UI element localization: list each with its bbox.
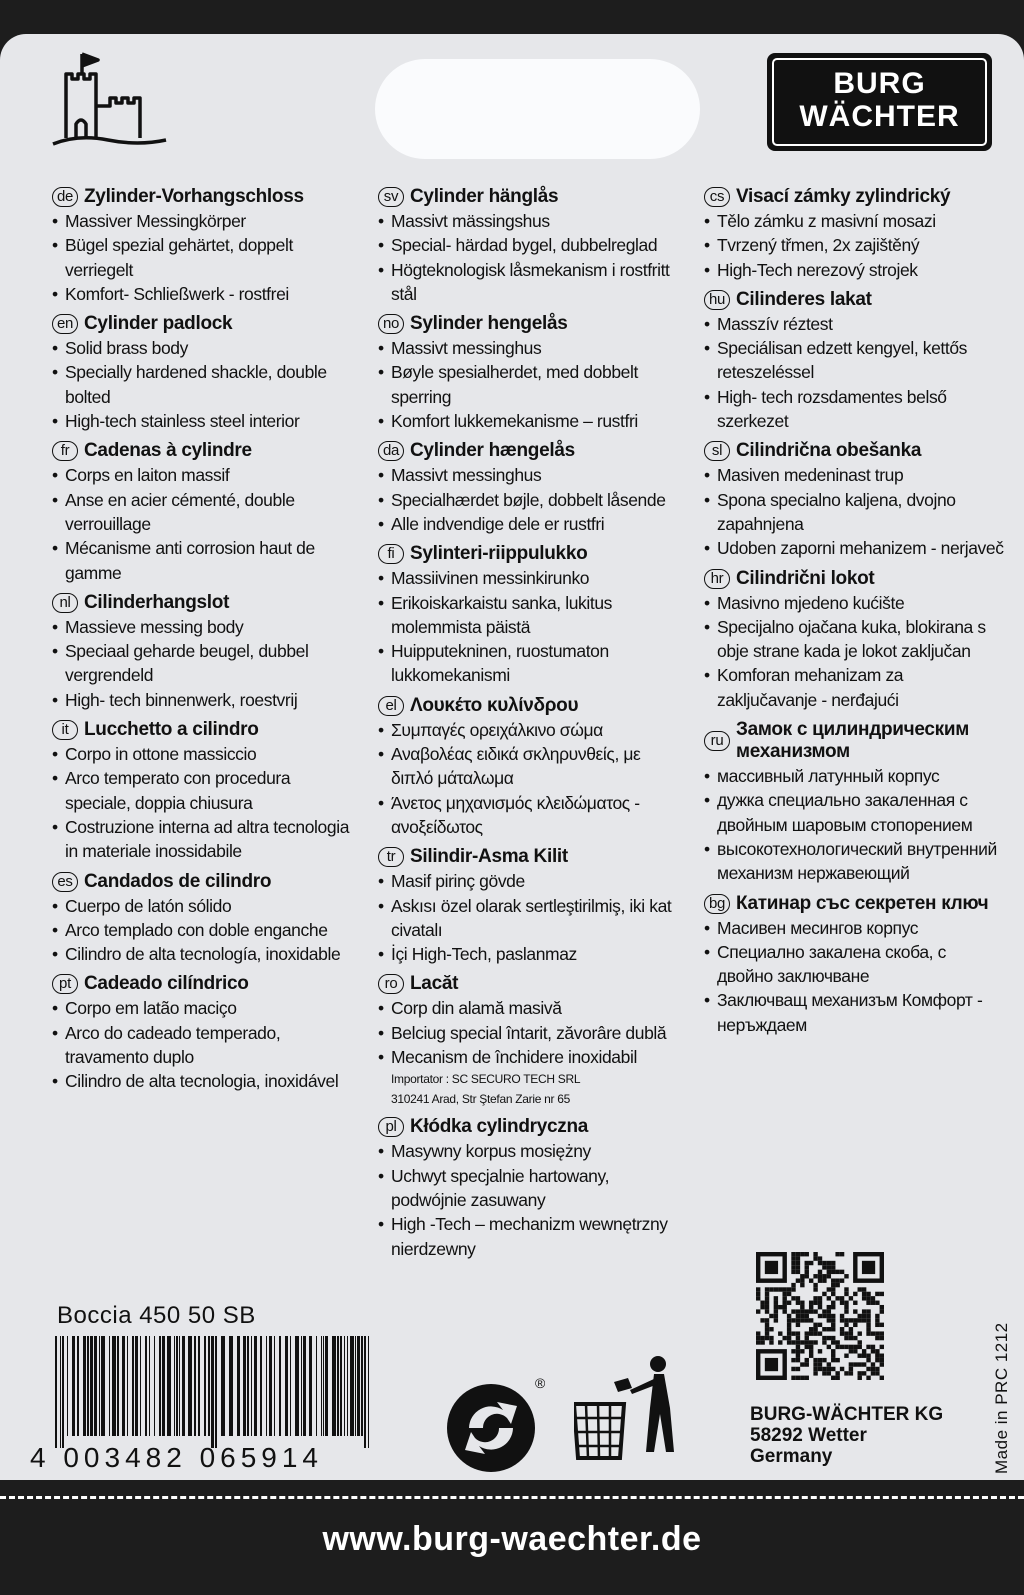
section-fr [52,440,352,584]
feature-item: • Masywny korpus mosiężny [378,1139,678,1163]
dashed-line [0,1496,1024,1499]
section-title: Замок с цилиндрическим механизмом [736,719,970,763]
language-code-badge: en [52,314,78,334]
section-title: Lacăt [410,973,459,995]
feature-item: • Заключващ механизъм Комфорт - неръждаем [704,988,1004,1037]
language-code-badge: tr [378,847,404,867]
feature-item: • Tvrzený třmen, 2x zajištěný [704,233,1004,257]
section-title: Lucchetto a cilindro [84,719,259,741]
section-title: Cilinderes lakat [736,288,872,310]
feature-item: • Corpo em latão maciço [52,996,352,1020]
section-el [378,695,678,839]
section-heading [378,186,678,208]
section-sl [704,440,1004,560]
feature-item: • Massivt messinghus [378,336,678,360]
feature-item: • Corp din alamă masivă [378,996,678,1020]
section-title: Kłódka cylindryczna [410,1116,589,1138]
feature-item: • Masivno mjedeno kućište [704,591,1004,615]
language-code-badge: nl [52,593,78,613]
brand-logo [767,53,992,151]
company-name: BURG-WÄCHTER KG [750,1404,944,1425]
origin-text: Made in PRC 1212 [992,1322,1011,1474]
language-code-badge: sv [378,187,404,207]
language-column-1 [52,186,352,1101]
company-city: 58292 Wetter [750,1425,867,1446]
feature-item: • Tělo zámku z masivní mosazi [704,209,1004,233]
section-pl [378,1116,678,1260]
section-bg [704,893,1004,1037]
section-heading [704,893,1004,915]
section-es [52,871,352,967]
section-title: Cilinderhangslot [84,591,230,613]
feature-item: • Cuerpo de latón sólido [52,894,352,918]
feature-item: • Cilindro de alta tecnologia, inoxidável [52,1069,352,1093]
feature-item: • High-tech stainless steel interior [52,409,352,433]
feature-item: • Erikoiskarkaistu sanka, lukitus molemmista päistä [378,591,678,640]
feature-item: • Masszív réztest [704,312,1004,336]
language-code-badge: ru [704,731,730,751]
section-title: Cilindrični lokot [736,567,875,589]
section-heading [52,973,352,995]
feature-item: • массивный латунный корпус [704,764,1004,788]
section-it [52,719,352,863]
feature-item: • Askısı özel olarak sertleştirilmiş, iki kat civatalı [378,894,678,943]
language-code-badge: es [52,872,78,892]
feature-item: • Komforan mehanizam za zaključavanje - nerđajući [704,663,1004,712]
feature-item: • Komfort lukkemekanisme – rustfri [378,409,678,433]
section-heading [52,871,352,893]
language-code-badge: fi [378,544,404,564]
castle-icon [48,48,170,152]
importer-line: 310241 Arad, Str Ştefan Zarie nr 65 [391,1092,570,1107]
language-column-2 [378,186,678,1268]
brand-line1: BURG [833,67,926,100]
language-code-badge: da [378,441,404,461]
language-code-badge: ro [378,974,404,994]
feature-item: • High-Tech nerezový strojek [704,258,1004,282]
section-heading [52,440,352,462]
section-title: Cylinder hänglås [410,186,559,207]
feature-item: • Belciug special întarit, zăvorâre dublă [378,1021,678,1045]
section-title: Cadeado cilíndrico [84,973,249,995]
section-heading [378,1116,678,1138]
feature-item: • Specialhærdet bøjle, dobbelt låsende [378,488,678,512]
section-heading [704,568,1004,590]
brand-line2: WÄCHTER [799,100,960,133]
section-title: Sylinder hengelås [410,313,568,335]
section-pt [52,973,352,1093]
feature-item: • Masif pirinç gövde [378,869,678,893]
feature-item: • Speciálisan edzett kengyel, kettős reteszeléssel [704,336,1004,385]
feature-item: • Arco do cadeado temperado, travamento duplo [52,1021,352,1070]
section-hu [704,289,1004,433]
section-title: Visací zámky zylindrický [736,186,951,207]
feature-item: • Συμπαγές ορειχάλκινο σώμα [378,718,678,742]
section-tr [378,846,678,966]
section-heading [704,289,1004,311]
feature-item: • Högteknologisk låsmekanism i rostfritt stål [378,258,678,307]
feature-item: • Cilindro de alta tecnología, inoxidable [52,942,352,966]
feature-item: • Specijalno ojačana kuka, blokirana s obje strane kada je lokot zaključan [704,615,1004,664]
green-dot-icon [445,1374,545,1474]
section-heading [378,846,678,868]
section-en [52,313,352,433]
feature-item: • Αναβολέας ειδικά σκληρυνθείς, με διπλό μάταλωμα [378,742,678,791]
feature-item: • Arco temperato con procedura speciale, doppia chiusura [52,766,352,815]
language-code-badge: pl [378,1117,404,1137]
language-code-badge: de [52,187,78,207]
feature-item: • Масивен месингов корпус [704,916,1004,940]
feature-item: • High- tech binnenwerk, roestvrij [52,688,352,712]
section-cs [704,186,1004,282]
importer-line: Importator : SC SECURO TECH SRL [391,1072,581,1087]
language-code-badge: bg [704,894,730,914]
feature-item: • Corps en laiton massif [52,463,352,487]
bin-icon [574,1352,686,1462]
feature-item: • высокотехнологический внутренний механизм нержавеющий [704,837,1004,886]
language-code-badge: cs [704,187,730,207]
language-code-badge: el [378,696,404,716]
feature-item: • Speciaal geharde beugel, dubbel vergrendeld [52,639,352,688]
section-sv [378,186,678,306]
language-code-badge: it [52,720,78,740]
feature-item: • Udoben zaporni mehanizem - nerjaveč [704,536,1004,560]
language-code-badge: hu [704,290,730,310]
company-country: Germany [750,1446,833,1467]
feature-item: • Arco templado con doble enganche [52,918,352,942]
feature-item: • Massivt mässingshus [378,209,678,233]
barcode [55,1336,377,1448]
qr-code [756,1252,884,1380]
feature-item: • Anse en acier cémenté, double verrouillage [52,488,352,537]
section-heading [52,719,352,741]
section-title: Silindir-Asma Kilit [410,846,568,868]
hang-hole [375,59,700,159]
feature-item: • Uchwyt specjalnie hartowany, podwójnie zasuwany [378,1164,678,1213]
section-heading [704,440,1004,462]
section-ru [704,719,1004,885]
section-title: Катинар със секретен ключ [736,892,989,914]
company-address [750,1404,943,1467]
section-heading [378,973,678,995]
section-heading [52,592,352,614]
section-heading [704,719,1004,763]
section-title: Λουκέτο κυλίνδρου [410,694,579,716]
language-code-badge: sl [704,441,730,461]
section-heading [378,313,678,335]
feature-item: • дужка специально закаленная с двойным шаровым стопорением [704,788,1004,837]
feature-item: • Massiivinen messinkirunko [378,566,678,590]
language-code-badge: hr [704,569,730,589]
feature-item: • Alle indvendige dele er rustfri [378,512,678,536]
language-code-badge: fr [52,441,78,461]
section-heading [52,313,352,335]
feature-item: • Masiven medeninast trup [704,463,1004,487]
feature-item: • Bügel spezial gehärtet, doppelt verriegelt [52,233,352,282]
feature-item: • Massieve messing body [52,615,352,639]
section-nl [52,592,352,712]
section-hr [704,568,1004,712]
feature-item: • Solid brass body [52,336,352,360]
section-heading [52,186,352,208]
feature-item: • Mecanism de închidere inoxidabil [378,1045,678,1069]
feature-item: • Bøyle spesialherdet, med dobbelt sperring [378,360,678,409]
website-url: www.burg-waechter.de [322,1520,702,1558]
feature-item: • Specially hardened shackle, double bolted [52,360,352,409]
section-heading [704,186,1004,208]
feature-item: • İçi High-Tech, paslanmaz [378,942,678,966]
section-title: Cylinder hængelås [410,440,575,462]
section-no [378,313,678,433]
section-de [52,186,352,306]
feature-item: • Massiver Messingkörper [52,209,352,233]
feature-item: • High -Tech – mechanizm wewnętrzny nierdzewny [378,1212,678,1261]
section-title: Candados de cilindro [84,870,272,892]
section-title: Sylinteri-riippulukko [410,543,588,565]
language-column-3 [704,186,1004,1044]
section-title: Cilindrična obešanka [736,440,922,462]
section-heading [378,543,678,565]
packaging-card [0,34,1024,1480]
feature-item: • Komfort- Schließwerk - rostfrei [52,282,352,306]
feature-item: • High- tech rozsdamentes belső szerkezet [704,385,1004,434]
feature-item: • Spona specialno kaljena, dvojno zapahnjena [704,488,1004,537]
feature-item: • Специално закалена скоба, с двойно заключване [704,940,1004,989]
feature-item: • Costruzione interna ad altra tecnologia in materiale inossidabile [52,815,352,864]
section-fi [378,543,678,687]
feature-item: • Huipputekninen, ruostumaton lukkomekanismi [378,639,678,688]
language-code-badge: no [378,314,404,334]
feature-item: • Massivt messinghus [378,463,678,487]
model-number: Boccia 450 50 SB [57,1302,256,1329]
section-da [378,440,678,536]
section-title: Cylinder padlock [84,313,233,335]
section-title: Cadenas à cylindre [84,440,252,462]
feature-item: • Special- härdad bygel, dubbelreglad [378,233,678,257]
section-title: Zylinder-Vorhangschloss [84,186,304,207]
footer-band [0,1480,1024,1595]
feature-item: • Άνετος μηχανισμός κλειδώματος - ανοξείδωτος [378,791,678,840]
section-heading [378,440,678,462]
section-ro [378,973,678,1109]
ean-number: 4 003482 065914 [30,1442,323,1473]
feature-item: • Corpo in ottone massiccio [52,742,352,766]
svg-text:®: ® [535,1375,545,1391]
section-heading [378,695,678,717]
language-code-badge: pt [52,974,78,994]
feature-item: • Mécanisme anti corrosion haut de gamme [52,536,352,585]
